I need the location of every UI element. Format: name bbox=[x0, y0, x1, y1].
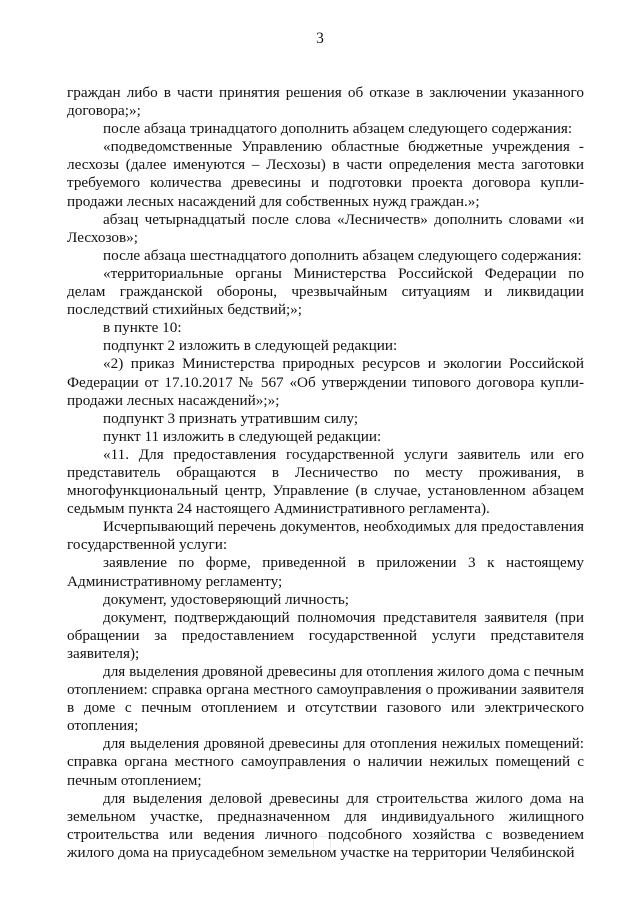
faint-watermark-stamp bbox=[262, 836, 382, 876]
paragraph: пункт 11 изложить в следующей редакции: bbox=[103, 427, 382, 445]
paragraph: в пункте 10: bbox=[103, 319, 182, 337]
paragraph: «подведомственные Управлению областные бюджетные учреждения - лесхозы (далее именуются – Лесхозы) в части определения места заготовки требуемого количества древесины и подготовки проекта договора купли-продажи лесных насаждений для собственных нужд граждан.»; bbox=[67, 138, 584, 210]
paragraph: подпункт 2 изложить в следующей редакции: bbox=[103, 337, 398, 355]
document-body bbox=[67, 84, 584, 862]
paragraph: граждан либо в части принятия решения об отказе в заключении указанного договора;»; bbox=[67, 84, 584, 120]
paragraph: «2) приказ Министерства природных ресурсов и экологии Российской Федерации от 17.10.2017 № 567 «Об утверждении типового договора купли-продажи лесных насаждений»;»; bbox=[67, 355, 584, 409]
paragraph: после абзаца тринадцатого дополнить абзацем следующего содержания: bbox=[103, 120, 573, 138]
paragraph: «11. Для предоставления государственной услуги заявитель или его представитель обращаются в Лесничество по месту проживания, в многофункциональный центр, Управление (в случае, установленном абзацем седьмым пункта 24 настоящего Административного регламента). bbox=[67, 445, 584, 518]
page-number: 3 bbox=[316, 30, 324, 47]
paragraph: для выделения дровяной древесины для отопления нежилых помещений: справка органа местного самоуправления о наличии нежилых помещений с печным отоплением; bbox=[67, 735, 584, 789]
paragraph: абзац четырнадцатый после слова «Лесничеств» дополнить словами «и Лесхозов»; bbox=[67, 210, 584, 246]
paragraph: для выделения деловой древесины для строительства жилого дома на земельном участке, предназначенном для индивидуального жилищного строительства или ведения личного подсобного хозяйства с возведением жилого дома на приусадебном земельном участке на территории Челябинской bbox=[67, 789, 584, 861]
paragraph: «территориальные органы Министерства Российской Федерации по делам гражданской обороны, чрезвычайным ситуациям и ликвидации последствий стихийных бедствий;»; bbox=[67, 264, 584, 319]
paragraph: Исчерпывающий перечень документов, необходимых для предоставления государственной услуги: bbox=[67, 518, 584, 554]
paragraph: заявление по форме, приведенной в приложении 3 к настоящему Административному регламенту; bbox=[67, 554, 584, 590]
paragraph: документ, подтверждающий полномочия представителя заявителя (при обращении за предоставлением государственной услуги представителя заявителя); bbox=[67, 608, 584, 662]
coat-of-arms-icon bbox=[313, 836, 331, 854]
paragraph: для выделения дровяной древесины для отопления жилого дома с печным отоплением: справка органа местного самоуправления о проживании заявителя в доме с печным отоплением и отсутствии газового или электрического отопления; bbox=[67, 663, 584, 735]
paragraph: подпункт 3 признать утратившим силу; bbox=[103, 409, 359, 427]
paragraph: после абзаца шестнадцатого дополнить абзацем следующего содержания: bbox=[103, 246, 582, 264]
paragraph: документ, удостоверяющий личность; bbox=[103, 590, 350, 608]
